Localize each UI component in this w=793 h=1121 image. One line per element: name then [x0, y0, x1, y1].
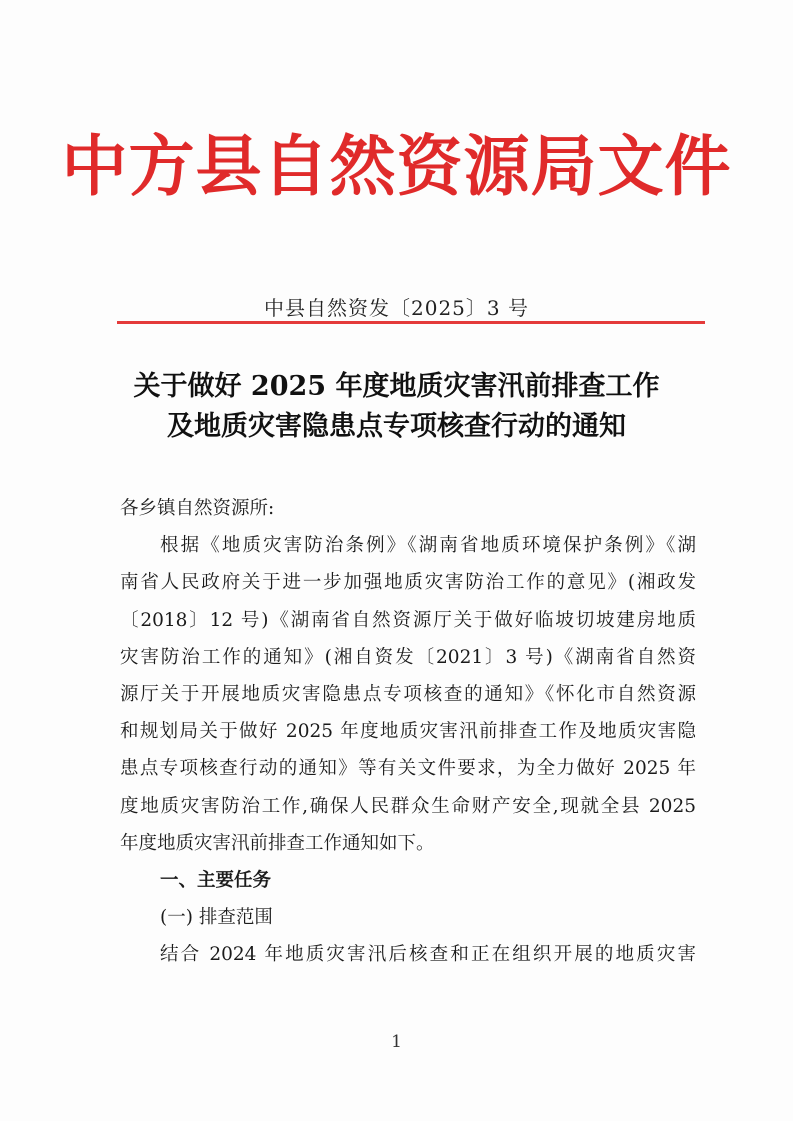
paragraph-line: 年度地质灾害汛前排查工作通知如下。: [120, 832, 435, 854]
red-separator-line: [117, 321, 705, 324]
subsection-heading: (一) 排查范围: [160, 907, 273, 929]
paragraph-line: 和规划局关于做好 2025 年度地质灾害汛前排查工作及地质灾害隐: [120, 721, 696, 743]
paragraph-line: 根据《地质灾害防治条例》《湖南省地质环境保护条例》《湖: [160, 535, 696, 557]
paragraph-line: 结合 2024 年地质灾害汛后核查和正在组织开展的地质灾害: [160, 944, 696, 966]
section-heading: 一、主要任务: [160, 869, 272, 891]
paragraph-line: 源厅关于开展地质灾害隐患点专项核查的通知》《怀化市自然资源: [120, 683, 696, 705]
document-title-line-1: 关于做好 2025 年度地质灾害汛前排查工作: [133, 371, 660, 402]
paragraph-line: 南省人民政府关于进一步加强地质灾害防治工作的意见》(湘政发: [120, 572, 696, 594]
issuing-authority-title: 中方县自然资源局文件: [61, 127, 732, 205]
page-number: 1: [391, 1032, 402, 1052]
paragraph-line: 患点专项核查行动的通知》等有关文件要求，为全力做好 2025 年: [120, 758, 696, 780]
paragraph-line: 度地质灾害防治工作,确保人民群众生命财产安全,现就全县 2025: [120, 795, 696, 817]
paragraph-line: 灾害防治工作的通知》(湘自资发〔2021〕3 号)《湖南省自然资: [120, 646, 696, 668]
document-title-line-2: 及地质灾害隐患点专项核查行动的通知: [167, 411, 626, 442]
document-title: [0, 367, 793, 447]
salutation: 各乡镇自然资源所:: [120, 498, 275, 519]
document-number: 中县自然资发〔2025〕3 号: [264, 296, 529, 320]
paragraph-line: 〔2018〕12 号)《湖南省自然资源厅关于做好临坡切坡建房地质: [120, 609, 696, 631]
document-body: [120, 490, 696, 973]
